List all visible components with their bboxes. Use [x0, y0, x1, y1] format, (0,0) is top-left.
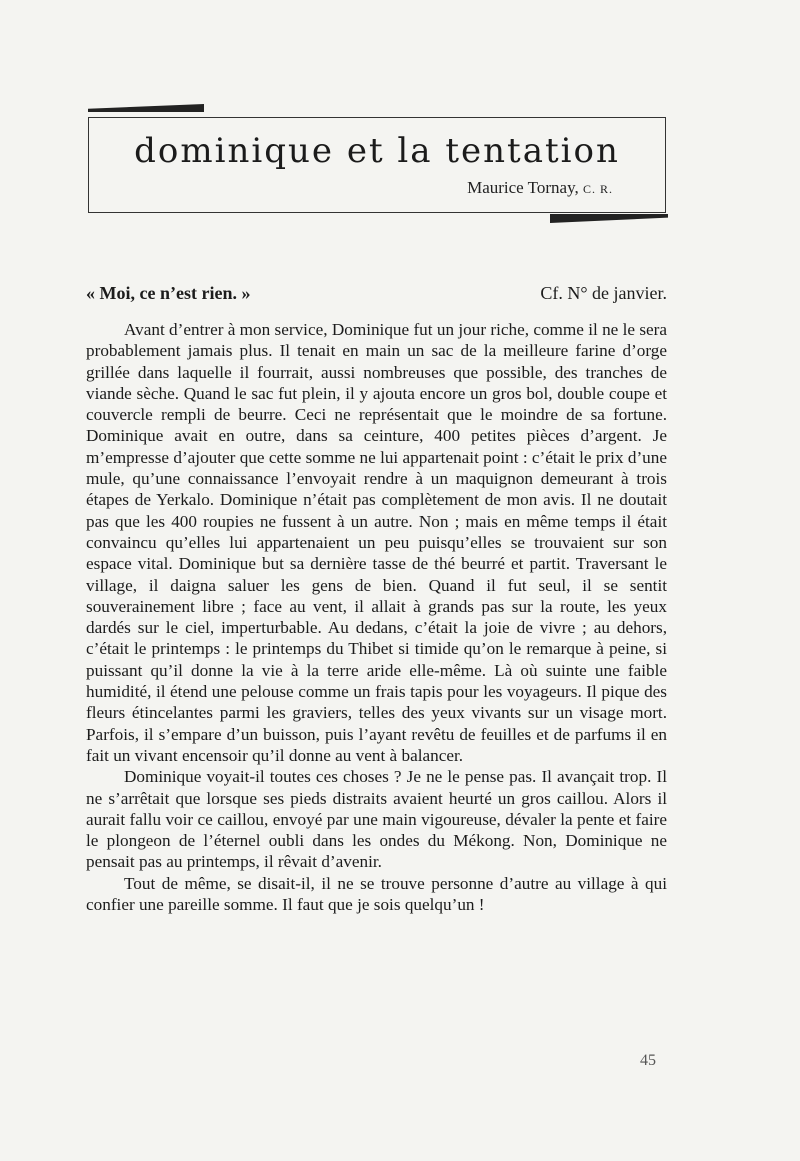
paragraph-2: Dominique voyait-il toutes ces choses ? Je ne le pense pas. Il avançait trop. Il ne s’arrêtait que lorsque ses pieds distraits avaient heurté un gros caillou. Alors il aurait fallu voir ce caillou, envoyé par une main vigoureuse, dévaler la pente et faire le plongeon de l’éternel oubli dans les ondes du Mékong. Non, Dominique ne pensait pas au printemps, il rêvait d’avenir.: [86, 767, 667, 872]
article-title: dominique et la tentation: [134, 131, 620, 171]
page-number: 45: [640, 1052, 656, 1069]
paragraph-1: Avant d’entrer à mon service, Dominique fut un jour riche, comme il ne le sera probablement jamais plus. Il tenait en main un sac de la meilleure farine d’orge grillée dans laquelle il fourrait, aussi nombreuses que possible, des tranches de viande sèche. Quand le sac fut plein, il y ajouta encore un gros bol, double coupe et couvercle rempli de beurre. Ceci ne représentait que le moindre de sa fortune. Dominique avait en outre, dans sa ceinture, 400 petites pièces d’argent. Je m’empresse d’ajouter que cette somme ne lui appartenait point : c’était le prix d’une mule, qu’une connaissance l’envoyait rendre à un maquignon demeurant à trois étapes de Yerkalo. Dominique n’était pas complètement de mon avis. Il ne doutait pas que les 400 roupies ne fussent à un autre. Non ; mais en même temps il était convaincu qu’elles lui appartenaient un peu puisqu’elles se trouvaient sur son espace vital. Dominique but sa dernière tasse de thé beurré et partit. Traversant le village, il daigna saluer les gens de bien. Quand il fut seul, il se sentit souverainement libre ; face au vent, il allait à grands pas sur la route, les yeux dardés sur le ciel, imperturbable. Au dedans, c’était la joie de vivre ; au dehors, c’était le printemps : le printemps du Thibet si timide qu’on le remarque à peine, si puissant qu’il donne la vie à la terre aride elle-même. Là où suinte une faible humidité, il étend une pelouse comme un frais tapis pour les voyageurs. Il pique des fleurs étincelantes parmi les graviers, telles des yeux vivants sur un visage mort. Parfois, il s’empare d’un buisson, puis l’ayant revêtu de feuilles et de parfums il en fait un vivant encensoir qu’il donne au vent à balancer.: [86, 320, 667, 765]
epigraph-line: [86, 283, 667, 304]
author-name: Maurice Tornay,: [467, 178, 579, 197]
issue-reference: Cf. N° de janvier.: [540, 283, 667, 303]
epigraph-quote: « Moi, ce n’est rien. »: [86, 283, 251, 303]
title-box: [88, 117, 666, 213]
author-suffix: C. R.: [582, 182, 613, 196]
article-author: [467, 178, 613, 198]
decorative-bar-top: [88, 104, 204, 112]
decorative-bar-bottom: [550, 214, 668, 223]
article-body: [86, 319, 667, 915]
paragraph-3: Tout de même, se disait-il, il ne se trouve personne d’autre au village à qui confier une pareille somme. Il faut que je sois quelqu’un !: [86, 873, 667, 915]
